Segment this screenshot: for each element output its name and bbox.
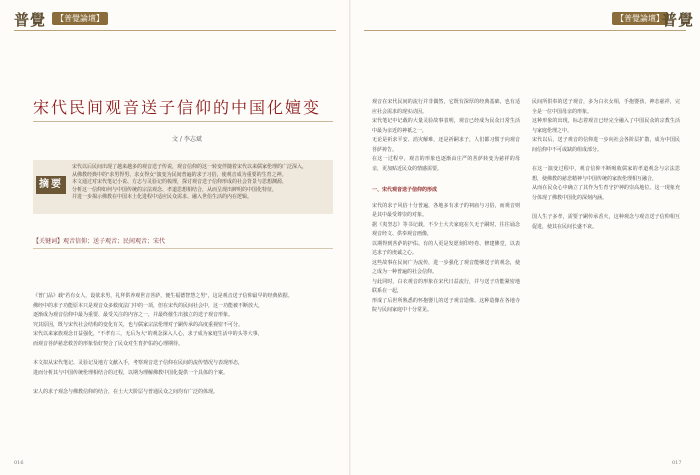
paragraph: 宋代的求子风俗十分普遍，各地多有求子的祠庙与习俗，而观音则是其中最受尊崇的对象。 据《夷坚志》等书记载，不少士大夫家庭在久无子嗣时，往往诵念观音经文、供奉观音画像， 以期得到菩萨的护佑。有的人更是发愿刻印经卷、修建佛堂，以表达求子的虔诚之心。 这些故事在民间广为流传，进一步强化了观音能够送子的观念，使之成为一种普遍的社会信仰。 与此同时，白衣观音的形象在宋代日益流行，并与送子功能紧密地联系在一起， 形成了后世所熟悉的怀抱婴儿的送子观音造像。这种造像在各地寺院与民间家庭中十分常见。 [372,202,520,313]
paragraph: 宋人的求子观念与佛教信仰的结合，在士大夫阶层与普通民众之间均有广泛的体现。 [33,389,219,395]
abstract-line: 从佛教经典中的"求男得男、求女得女"演变为民间普遍的求子习俗，使观音成为重要的生育之神。 [72,171,287,178]
page-number: 016 [14,460,24,466]
masthead-logo: 普覺 [14,11,47,29]
section-tag: 【普覺論壇】 [612,12,668,25]
right-page [350,0,700,475]
author-line: 文 / 李志斌 [172,136,202,143]
left-body [33,292,333,398]
right-column-2 [532,98,680,232]
abstract-label: 摘要 [36,176,66,194]
abstract-line: 本文通过对宋代笔记小说、方志与灵验记的梳理，探讨观音送子信仰形成的社会背景与思想渊源， [72,179,288,185]
paragraph: 本文拟从宋代笔记、灵验记及地方文献入手，考察观音送子信仰在民间的流传情况与表现形态， 进而分析其与中国传统伦理相结合的过程，以期为理解佛教中国化提供一个具体的个案。 [33,360,244,376]
paragraph: 观音在宋代民间的流行并非偶然，它既有深厚的经典基础，也有适应社会需求的现实动因。 宋代笔记中记载的大量灵验故事表明，观音已经成为民众日常生活中最为亲近的神祇之一， 无论是祈求平安、消灾解难，还是祈嗣求子，人们都习惯于向观音菩萨祷告。 在这一过程中，观音的形象也逐渐由庄严的菩萨转变为慈祥的母亲，更加贴近民众的情感需要。 [372,99,520,172]
paragraph: 在这一演变过程中，观音信仰不断吸收儒家的孝道观念与宗法思想，使佛教的慈悲精神与中国传统的家族伦理相互融合， 从而在民众心中确立了其作为生育守护神的崇高地位。这一现象充分体现了佛教中国化的深刻内涵。 [532,166,680,201]
paragraph: 民间所供奉的送子观音，多为白衣女相，手抱婴孩，神态慈祥，完全是一位中国母亲的形象。 这种形象的出现，标志着观音已经完全融入了中国民众的宗教生活与家庭伦理之中。 宋代以后，送子观音的信仰进一步向社会各阶层扩散，成为中国民间信仰中不可或缺的组成部分。 [532,99,680,153]
header-rule [14,30,336,31]
section-heading: 一、宋代观音送子信仰的形成 [372,187,438,193]
keywords: 【关键词】观音信仰；送子观音；民间观音；宋代 [33,238,166,245]
paragraph: 国人生子多孝，需要子嗣传承香火，这种观念与观音送子信仰相互促进，使其在民间长盛不衰。 [532,214,680,230]
header-rule [364,30,686,31]
page-number: 017 [672,460,682,466]
paragraph: 《普门品》载"若有女人，设欲求男，礼拜供养观世音菩萨，便生福德智慧之男"，这是观音送子信仰最早的经典依据。 佛经中的求子功能原本只是观音众多救度法门中的一项，但在宋代的民间社会中，这一功能被不断放大， 逐渐成为观音信仰中最为重要、最受关注的内容之一，并最终催生出独立的送子观音形象。 究其原因，既与宋代社会结构的变化有关，也与儒家宗法伦理对子嗣传承的高度重视密不可分。 宋代以来家族观念日益强化，"不孝有三，无后为大"的观念深入人心，求子成为家庭生活中的头等大事， 而观音菩萨慈悲救苦的形象恰好契合了民众对生育护佑的心理期待。 [33,293,293,347]
abstract-line: 宋代以后民间出现了越来越多的观音送子传说，观音信仰的这一转变伴随着宋代以来儒家伦理的广泛深入， [72,164,308,170]
masthead-logo: 普覺 [662,11,695,29]
abstract-line: 并进一步揭示佛教在中国本土化进程中适应民众需求、融入世俗生活的内在逻辑。 [72,194,253,200]
article-title: 宋代民间观音送子信仰的中国化嬗变 [33,98,322,117]
title-rule [33,121,333,122]
keywords-rule [33,248,333,249]
abstract-line: 分析这一信仰如何与中国传统的宗法观念、孝道思想相结合，从而呈现出鲜明的中国化特征， [72,186,278,193]
right-column-1 [372,98,520,316]
section-tag: 【普覺論壇】 [52,12,108,25]
abstract-text [72,164,327,202]
